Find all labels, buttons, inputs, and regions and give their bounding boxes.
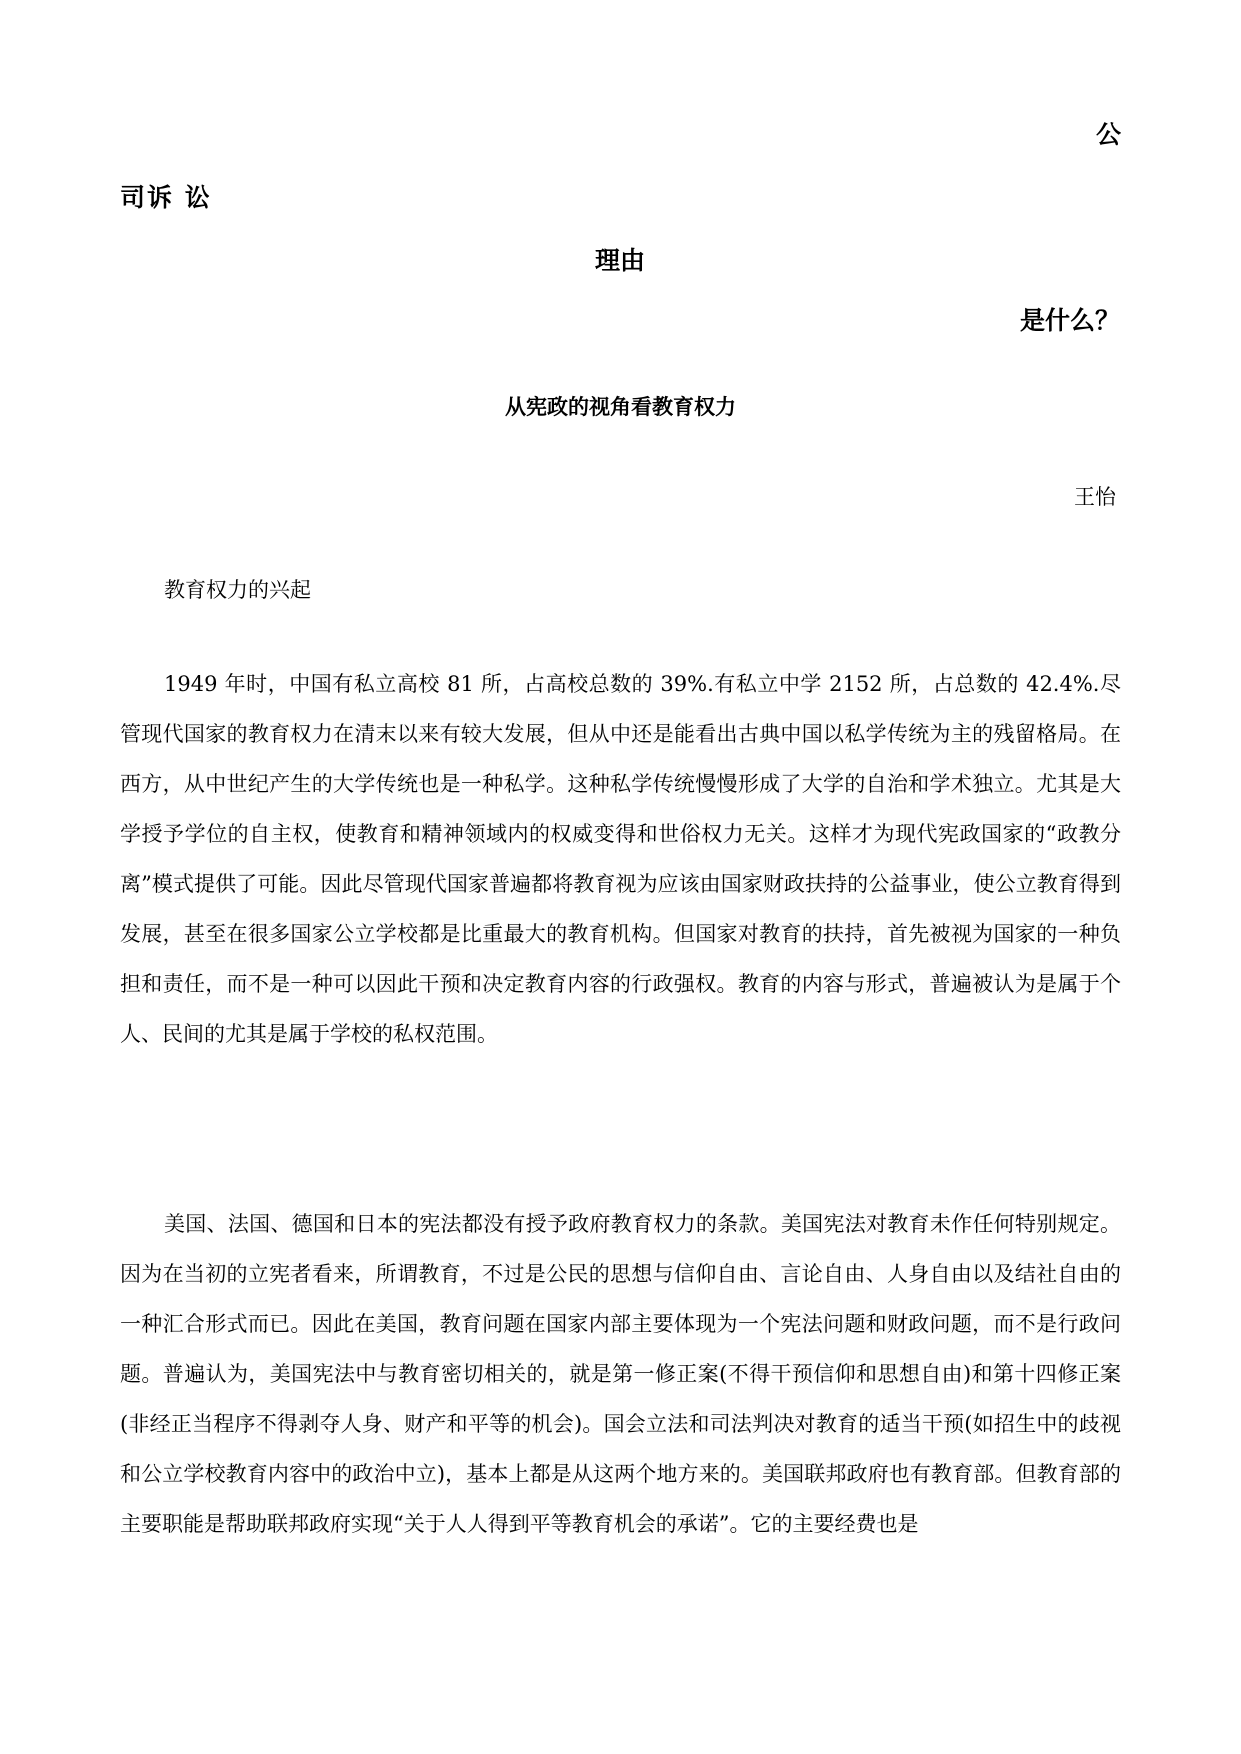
document-subtitle: 从宪政的视角看教育权力 <box>505 395 736 419</box>
heading-line-4: 是什么？ <box>1020 306 1121 335</box>
heading-line-2: 司诉 讼 <box>120 183 212 212</box>
body-paragraph-2: 美国、法国、德国和日本的宪法都没有授予政府教育权力的条款。美国宪法对教育未作任何特别规定。因为在当初的立宪者看来，所谓教育，不过是公民的思想与信仰自由、言论自由、人身自由以及结社自由的一种汇合形式而已。因此在美国，教育问题在国家内部主要体现为一个宪法问题和财政问题，而不是行政问题。普遍认为，美国宪法中与教育密切相关的，就是第一修正案(不得干预信仰和思想自由)和第十四修正案(非经正当程序不得剥夺人身、财产和平等的机会)。国会立法和司法判决对教育的适当干预(如招生中的歧视和公立学校教育内容中的政治中立)，基本上都是从这两个地方来的。美国联邦政府也有教育部。但教育部的主要职能是帮助联邦政府实现“关于人人得到平等教育机会的承诺”。它的主要经费也是 <box>120 1212 1121 1536</box>
heading-line-3: 理由 <box>595 246 646 275</box>
author-name: 王怡 <box>1074 485 1116 509</box>
heading-line-1: 公 <box>1096 120 1122 149</box>
section-heading: 教育权力的兴起 <box>164 578 311 602</box>
body-paragraph-1: 1949 年时，中国有私立高校 81 所，占高校总数的 39%.有私立中学 2152 所，占总数的 42.4%.尽管现代国家的教育权力在清末以来有较大发展，但从中还是能看出古典中国以私学传统为主的残留格局。在西方，从中世纪产生的大学传统也是一种私学。这种私学传统慢慢形成了大学的自治和学术独立。尤其是大学授予学位的自主权，使教育和精神领域内的权威变得和世俗权力无关。这样才为现代宪政国家的“政教分离”模式提供了可能。因此尽管现代国家普遍都将教育视为应该由国家财政扶持的公益事业，使公立教育得到发展，甚至在很多国家公立学校都是比重最大的教育机构。但国家对教育的扶持，首先被视为国家的一种负担和责任，而不是一种可以因此干预和决定教育内容的行政强权。教育的内容与形式，普遍被认为是属于个人、民间的尤其是属于学校的私权范围。 <box>120 672 1121 1046</box>
